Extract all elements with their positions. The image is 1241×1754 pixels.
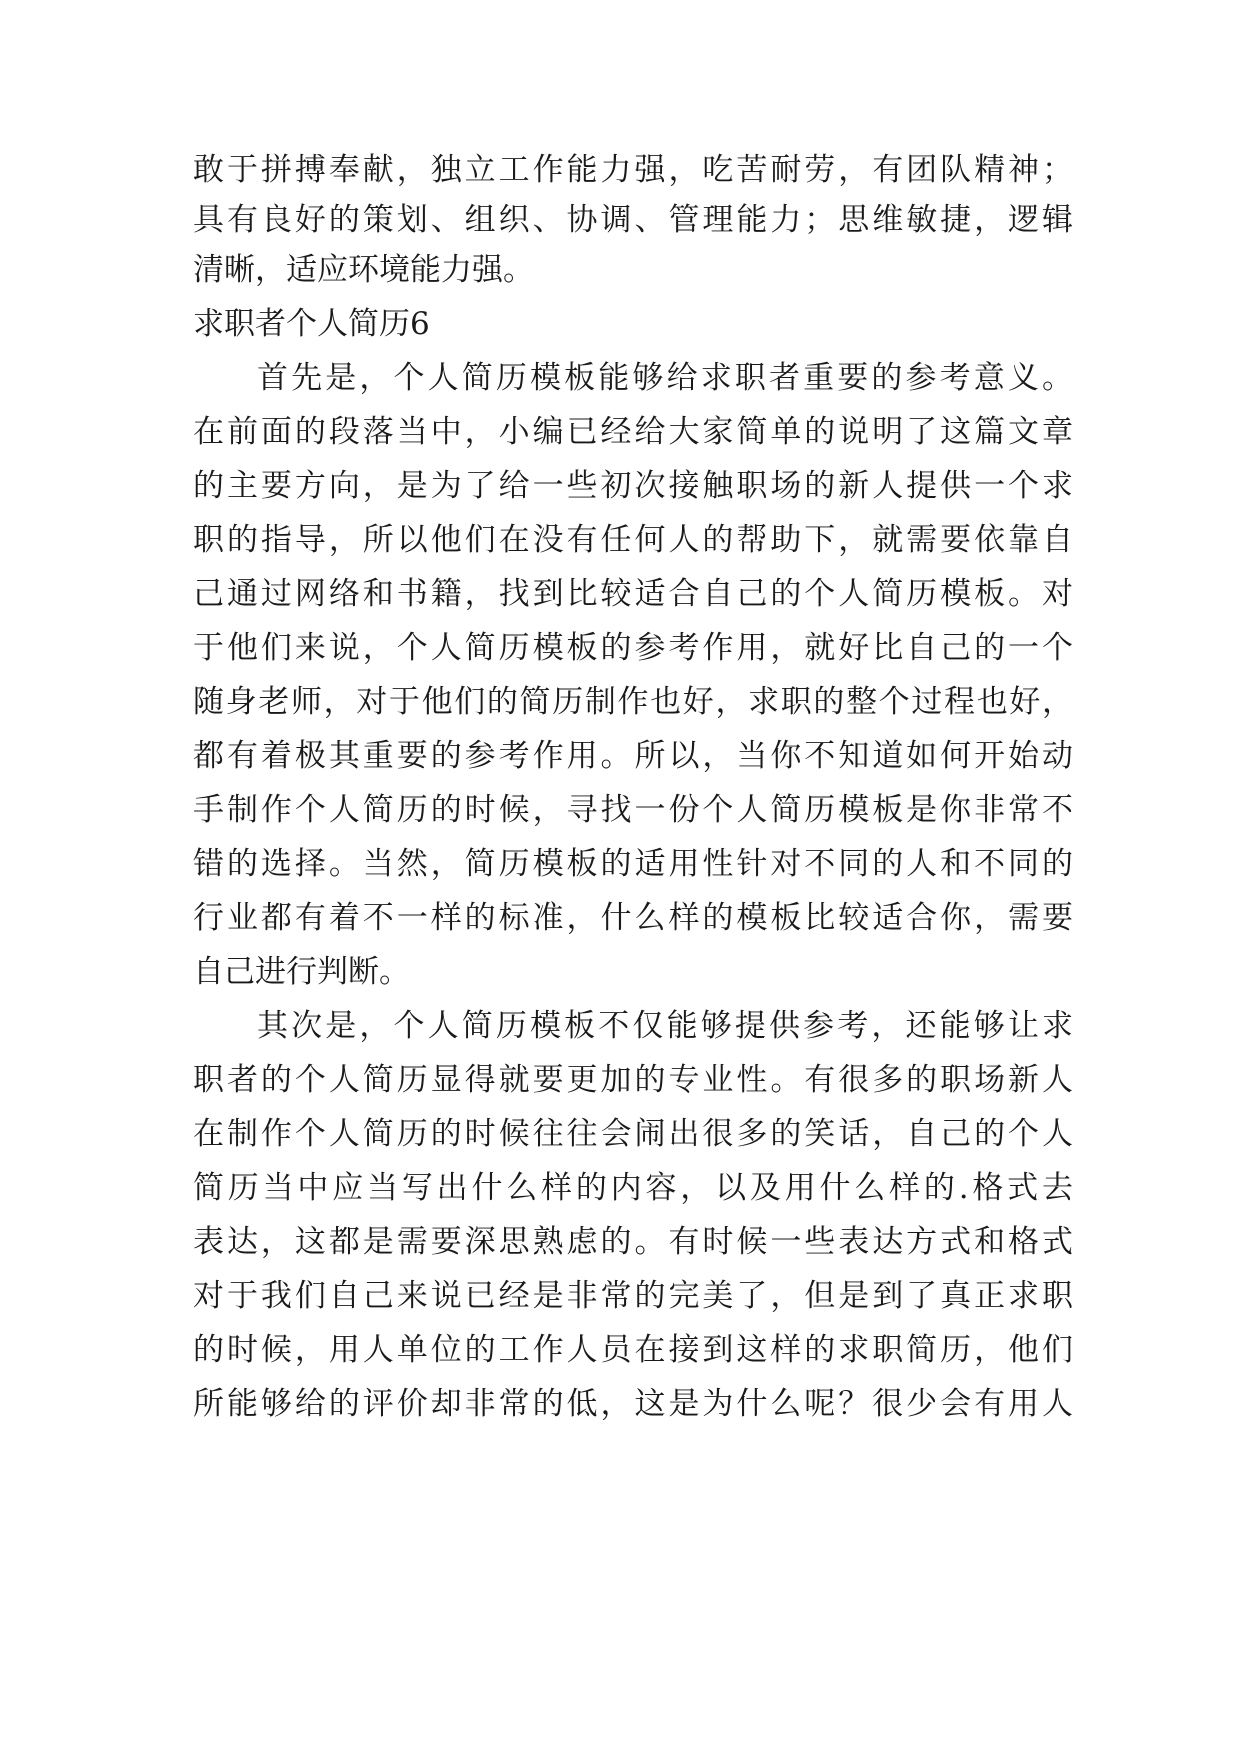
body-text-line: 职者的个人简历显得就要更加的专业性。有很多的职场新人 <box>193 1062 1073 1098</box>
body-text-line: 职的指导，所以他们在没有任何人的帮助下，就需要依靠自 <box>193 522 1073 558</box>
body-text-line: 在制作个人简历的时候往往会闹出很多的笑话，自己的个人 <box>193 1116 1073 1152</box>
body-text-line: 于他们来说，个人简历模板的参考作用，就好比自己的一个 <box>193 630 1073 666</box>
body-text-line: 手制作个人简历的时候，寻找一份个人简历模板是你非常不 <box>193 792 1073 828</box>
body-text-line: 的时候，用人单位的工作人员在接到这样的求职简历，他们 <box>193 1332 1073 1368</box>
paragraph-first-line: 其次是，个人简历模板不仅能够提供参考，还能够让求 <box>257 1008 1073 1044</box>
body-text-line: 在前面的段落当中，小编已经给大家简单的说明了这篇文章 <box>193 414 1073 450</box>
body-text-line: 己通过网络和书籍，找到比较适合自己的个人简历模板。对 <box>193 576 1073 612</box>
body-text-line: 表达，这都是需要深思熟虑的。有时候一些表达方式和格式 <box>193 1224 1073 1260</box>
body-text-line: 具有良好的策划、组织、协调、管理能力；思维敏捷，逻辑 <box>193 202 1073 238</box>
body-text-line: 随身老师，对于他们的简历制作也好，求职的整个过程也好， <box>193 684 1073 720</box>
body-text-line: 简历当中应当写出什么样的内容，以及用什么样的.格式去 <box>193 1170 1073 1206</box>
section-title: 求职者个人简历6 <box>193 306 430 342</box>
body-text-line: 的主要方向，是为了给一些初次接触职场的新人提供一个求 <box>193 468 1073 504</box>
body-text-line: 清晰，适应环境能力强。 <box>193 252 534 288</box>
body-text-line: 对于我们自己来说已经是非常的完美了，但是到了真正求职 <box>193 1278 1073 1314</box>
body-text-line: 敢于拼搏奉献，独立工作能力强，吃苦耐劳，有团队精神； <box>193 152 1073 188</box>
body-text-line: 行业都有着不一样的标准，什么样的模板比较适合你，需要 <box>193 900 1073 936</box>
body-text-line: 所能够给的评价却非常的低，这是为什么呢？很少会有用人 <box>193 1386 1073 1422</box>
body-text-line: 都有着极其重要的参考作用。所以，当你不知道如何开始动 <box>193 738 1073 774</box>
paragraph-first-line: 首先是，个人简历模板能够给求职者重要的参考意义。 <box>257 360 1073 396</box>
body-text-line: 错的选择。当然，简历模板的适用性针对不同的人和不同的 <box>193 846 1073 882</box>
body-text-line: 自己进行判断。 <box>193 954 410 990</box>
